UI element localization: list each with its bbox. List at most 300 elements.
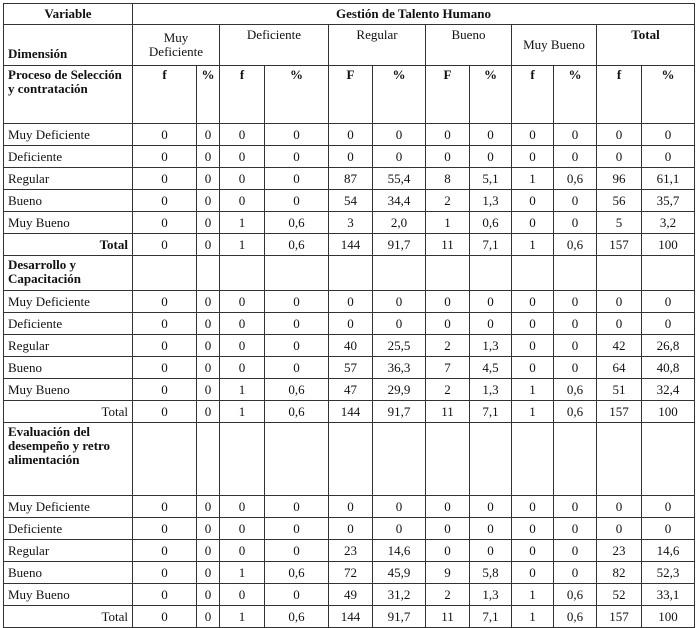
value-cell: 0 [265,168,329,190]
value-cell: 0 [597,518,642,540]
value-cell: 0 [265,124,329,146]
value-cell: 1 [512,379,554,401]
value-cell: 4,5 [470,357,512,379]
total-cell: 7,1 [470,606,512,628]
empty-cell [220,256,265,291]
value-cell: 2 [426,190,470,212]
value-cell: 0 [329,518,373,540]
empty-cell [597,423,642,496]
value-cell: 72 [329,562,373,584]
value-cell: 0 [197,562,220,584]
value-cell: 0 [373,518,426,540]
empty-cell [554,423,597,496]
table-row [4,379,695,401]
empty-cell [373,423,426,496]
total-cell: 11 [426,606,470,628]
variable-header: Variable [4,4,133,25]
value-cell: 0 [197,190,220,212]
total-cell: 7,1 [470,234,512,256]
value-cell: 40,8 [642,357,695,379]
value-cell: 0 [373,124,426,146]
value-cell: 0 [133,168,197,190]
value-cell: 54 [329,190,373,212]
value-cell: 2 [426,584,470,606]
value-cell: 0 [470,496,512,518]
value-cell: 0 [512,313,554,335]
total-cell: 0,6 [265,606,329,628]
total-label: Total [4,606,133,628]
value-cell: 0 [197,584,220,606]
empty-cell [470,423,512,496]
value-cell: 0 [265,584,329,606]
total-cell: 0,6 [265,401,329,423]
value-cell: 5 [597,212,642,234]
value-cell: 23 [597,540,642,562]
value-cell: 0 [512,335,554,357]
value-cell: 0 [554,313,597,335]
value-cell: 0 [265,291,329,313]
total-cell: 0,6 [554,401,597,423]
table-row [4,540,695,562]
value-cell: 0 [554,212,597,234]
table-row [4,168,695,190]
value-cell: 64 [597,357,642,379]
empty-cell [133,423,197,496]
value-cell: 0 [220,146,265,168]
value-cell: 0 [642,496,695,518]
value-cell: 0 [133,496,197,518]
table-row [4,357,695,379]
value-cell: 0 [554,540,597,562]
empty-cell [265,423,329,496]
total-cell: 0 [197,606,220,628]
value-cell: 0 [554,190,597,212]
section-title: Proceso de Selección y contratación [4,66,133,124]
value-cell: 2 [426,379,470,401]
total-cell: 0,6 [554,606,597,628]
value-cell: 55,4 [373,168,426,190]
value-cell: 0 [197,379,220,401]
value-cell: 7 [426,357,470,379]
value-cell: 0,6 [554,379,597,401]
total-row [4,234,695,256]
total-row [4,401,695,423]
value-cell: 0 [373,146,426,168]
value-cell: 0 [133,518,197,540]
value-cell: 0 [512,291,554,313]
value-cell: 0 [642,291,695,313]
value-cell: 0 [642,313,695,335]
column-subheader: f [512,66,554,124]
value-cell: 0 [470,291,512,313]
value-cell: 0 [265,335,329,357]
row-label: Muy Bueno [4,584,133,606]
value-cell: 0,6 [265,212,329,234]
column-subheader: % [373,66,426,124]
table-row [4,313,695,335]
value-cell: 0 [554,496,597,518]
empty-cell [512,256,554,291]
value-cell: 0 [265,357,329,379]
value-cell: 23 [329,540,373,562]
section-title: Desarrollo y Capacitación [4,256,133,291]
level-header: Total [597,25,695,66]
total-cell: 144 [329,606,373,628]
value-cell: 1,3 [470,379,512,401]
value-cell: 26,8 [642,335,695,357]
total-cell: 1 [512,401,554,423]
value-cell: 0 [512,496,554,518]
value-cell: 0 [197,313,220,335]
value-cell: 0 [512,357,554,379]
value-cell: 2,0 [373,212,426,234]
value-cell: 0 [426,540,470,562]
dimension-header: Dimensión [4,25,133,66]
column-subheader: F [426,66,470,124]
value-cell: 8 [426,168,470,190]
value-cell: 1,3 [470,335,512,357]
total-cell: 11 [426,234,470,256]
value-cell: 42 [597,335,642,357]
value-cell: 0 [220,190,265,212]
value-cell: 1 [220,562,265,584]
total-cell: 1 [220,401,265,423]
empty-cell [133,256,197,291]
row-label: Muy Bueno [4,379,133,401]
level-header: Muy Deficiente [133,25,220,66]
value-cell: 0 [597,146,642,168]
total-cell: 0 [197,401,220,423]
row-label: Regular [4,335,133,357]
total-cell: 157 [597,234,642,256]
value-cell: 0 [133,379,197,401]
total-cell: 1 [512,234,554,256]
column-subheader: % [265,66,329,124]
total-cell: 0 [133,401,197,423]
value-cell: 0 [220,335,265,357]
value-cell: 0 [426,518,470,540]
column-subheader: % [197,66,220,124]
empty-cell [373,256,426,291]
value-cell: 0 [512,190,554,212]
empty-cell [265,256,329,291]
value-cell: 51 [597,379,642,401]
value-cell: 0 [597,124,642,146]
row-label: Deficiente [4,313,133,335]
value-cell: 0 [470,518,512,540]
value-cell: 0 [512,124,554,146]
total-cell: 144 [329,234,373,256]
table-row [4,562,695,584]
value-cell: 14,6 [373,540,426,562]
value-cell: 2 [426,335,470,357]
column-subheader: f [133,66,197,124]
row-label: Deficiente [4,146,133,168]
total-cell: 100 [642,606,695,628]
value-cell: 82 [597,562,642,584]
total-cell: 11 [426,401,470,423]
value-cell: 0 [197,335,220,357]
group-title: Gestión de Talento Humano [133,4,695,25]
value-cell: 40 [329,335,373,357]
empty-cell [197,256,220,291]
value-cell: 0 [220,518,265,540]
row-label: Deficiente [4,518,133,540]
total-cell: 0 [133,606,197,628]
value-cell: 0 [265,146,329,168]
value-cell: 0 [554,146,597,168]
value-cell: 0,6 [265,379,329,401]
table-row [4,124,695,146]
value-cell: 3,2 [642,212,695,234]
value-cell: 0 [220,540,265,562]
value-cell: 0 [426,146,470,168]
value-cell: 35,7 [642,190,695,212]
total-cell: 157 [597,401,642,423]
level-header: Muy Bueno [512,25,597,66]
value-cell: 5,1 [470,168,512,190]
value-cell: 0 [133,124,197,146]
table-row [4,335,695,357]
row-label: Bueno [4,562,133,584]
value-cell: 0 [512,518,554,540]
value-cell: 0 [329,124,373,146]
value-cell: 0 [133,540,197,562]
table-row [4,518,695,540]
value-cell: 0 [329,496,373,518]
value-cell: 0 [220,313,265,335]
value-cell: 0 [554,291,597,313]
value-cell: 14,6 [642,540,695,562]
value-cell: 31,2 [373,584,426,606]
empty-cell [329,423,373,496]
value-cell: 0 [470,540,512,562]
value-cell: 57 [329,357,373,379]
value-cell: 1,3 [470,584,512,606]
row-label: Muy Deficiente [4,496,133,518]
value-cell: 33,1 [642,584,695,606]
row-label: Regular [4,540,133,562]
row-label: Regular [4,168,133,190]
value-cell: 45,9 [373,562,426,584]
value-cell: 36,3 [373,357,426,379]
value-cell: 0 [197,291,220,313]
value-cell: 0 [133,212,197,234]
value-cell: 1 [512,584,554,606]
value-cell: 87 [329,168,373,190]
value-cell: 0 [642,518,695,540]
value-cell: 0 [470,146,512,168]
value-cell: 47 [329,379,373,401]
value-cell: 56 [597,190,642,212]
value-cell: 0 [597,496,642,518]
value-cell: 34,4 [373,190,426,212]
row-label: Muy Deficiente [4,291,133,313]
value-cell: 0 [220,584,265,606]
value-cell: 0 [197,146,220,168]
column-subheader: f [220,66,265,124]
value-cell: 0 [197,518,220,540]
table-row [4,584,695,606]
total-cell: 91,7 [373,401,426,423]
value-cell: 0,6 [554,584,597,606]
value-cell: 0 [554,335,597,357]
value-cell: 0,6 [265,562,329,584]
column-subheader: f [597,66,642,124]
value-cell: 32,4 [642,379,695,401]
value-cell: 49 [329,584,373,606]
value-cell: 61,1 [642,168,695,190]
empty-cell [329,256,373,291]
value-cell: 0,6 [554,168,597,190]
table-row [4,190,695,212]
section-row [4,423,695,496]
empty-cell [597,256,642,291]
row-label: Muy Deficiente [4,124,133,146]
value-cell: 0 [329,146,373,168]
value-cell: 0 [373,291,426,313]
value-cell: 0 [197,124,220,146]
value-cell: 0 [197,212,220,234]
value-cell: 0 [597,313,642,335]
value-cell: 0 [220,357,265,379]
total-row [4,606,695,628]
empty-cell [512,423,554,496]
level-header: Deficiente [220,25,329,66]
empty-cell [426,423,470,496]
value-cell: 0 [220,496,265,518]
level-header: Bueno [426,25,512,66]
value-cell: 1,3 [470,190,512,212]
empty-cell [197,423,220,496]
value-cell: 0 [133,190,197,212]
value-cell: 0 [265,496,329,518]
value-cell: 0 [512,540,554,562]
total-label: Total [4,401,133,423]
total-cell: 91,7 [373,606,426,628]
value-cell: 0 [597,291,642,313]
column-subheader: F [329,66,373,124]
value-cell: 0 [554,124,597,146]
value-cell: 1 [220,379,265,401]
value-cell: 0 [373,496,426,518]
section-title: Evaluación del desempeño y retro alimentación [4,423,133,496]
total-cell: 7,1 [470,401,512,423]
value-cell: 0 [426,496,470,518]
table-row [4,291,695,313]
table-row [4,146,695,168]
total-cell: 100 [642,401,695,423]
row-label: Muy Bueno [4,212,133,234]
total-label: Total [4,234,133,256]
table-row [4,496,695,518]
total-cell: 1 [220,606,265,628]
value-cell: 0 [512,146,554,168]
section-row [4,256,695,291]
value-cell: 0 [220,168,265,190]
value-cell: 9 [426,562,470,584]
results-table [3,3,695,628]
value-cell: 0 [426,291,470,313]
value-cell: 0 [554,562,597,584]
total-cell: 0,6 [265,234,329,256]
value-cell: 0 [133,291,197,313]
value-cell: 0 [265,313,329,335]
value-cell: 0 [197,168,220,190]
value-cell: 0 [642,124,695,146]
value-cell: 29,9 [373,379,426,401]
value-cell: 3 [329,212,373,234]
table-row [4,212,695,234]
value-cell: 0 [133,146,197,168]
value-cell: 96 [597,168,642,190]
value-cell: 0 [197,540,220,562]
total-cell: 1 [512,606,554,628]
value-cell: 0 [426,124,470,146]
value-cell: 0 [265,518,329,540]
value-cell: 1 [426,212,470,234]
value-cell: 0 [426,313,470,335]
value-cell: 0,6 [470,212,512,234]
total-cell: 0 [133,234,197,256]
value-cell: 0 [265,190,329,212]
value-cell: 0 [329,313,373,335]
value-cell: 0 [133,562,197,584]
value-cell: 0 [133,357,197,379]
value-cell: 0 [133,584,197,606]
value-cell: 0 [329,291,373,313]
empty-cell [426,256,470,291]
column-subheader: % [470,66,512,124]
value-cell: 5,8 [470,562,512,584]
value-cell: 0 [554,518,597,540]
empty-cell [220,423,265,496]
row-label: Bueno [4,357,133,379]
value-cell: 0 [470,313,512,335]
empty-cell [470,256,512,291]
empty-cell [642,256,695,291]
total-cell: 0,6 [554,234,597,256]
value-cell: 52 [597,584,642,606]
value-cell: 0 [554,357,597,379]
value-cell: 0 [220,124,265,146]
section-row [4,66,695,124]
value-cell: 0 [133,313,197,335]
total-cell: 144 [329,401,373,423]
value-cell: 0 [373,313,426,335]
value-cell: 1 [220,212,265,234]
empty-cell [554,256,597,291]
value-cell: 0 [512,562,554,584]
value-cell: 0 [470,124,512,146]
value-cell: 0 [265,540,329,562]
total-cell: 157 [597,606,642,628]
column-subheader: % [554,66,597,124]
level-header: Regular [329,25,426,66]
total-cell: 1 [220,234,265,256]
total-cell: 0 [197,234,220,256]
total-cell: 100 [642,234,695,256]
value-cell: 25,5 [373,335,426,357]
value-cell: 0 [133,335,197,357]
value-cell: 0 [512,212,554,234]
value-cell: 52,3 [642,562,695,584]
total-cell: 91,7 [373,234,426,256]
column-subheader: % [642,66,695,124]
value-cell: 0 [197,496,220,518]
value-cell: 0 [220,291,265,313]
row-label: Bueno [4,190,133,212]
